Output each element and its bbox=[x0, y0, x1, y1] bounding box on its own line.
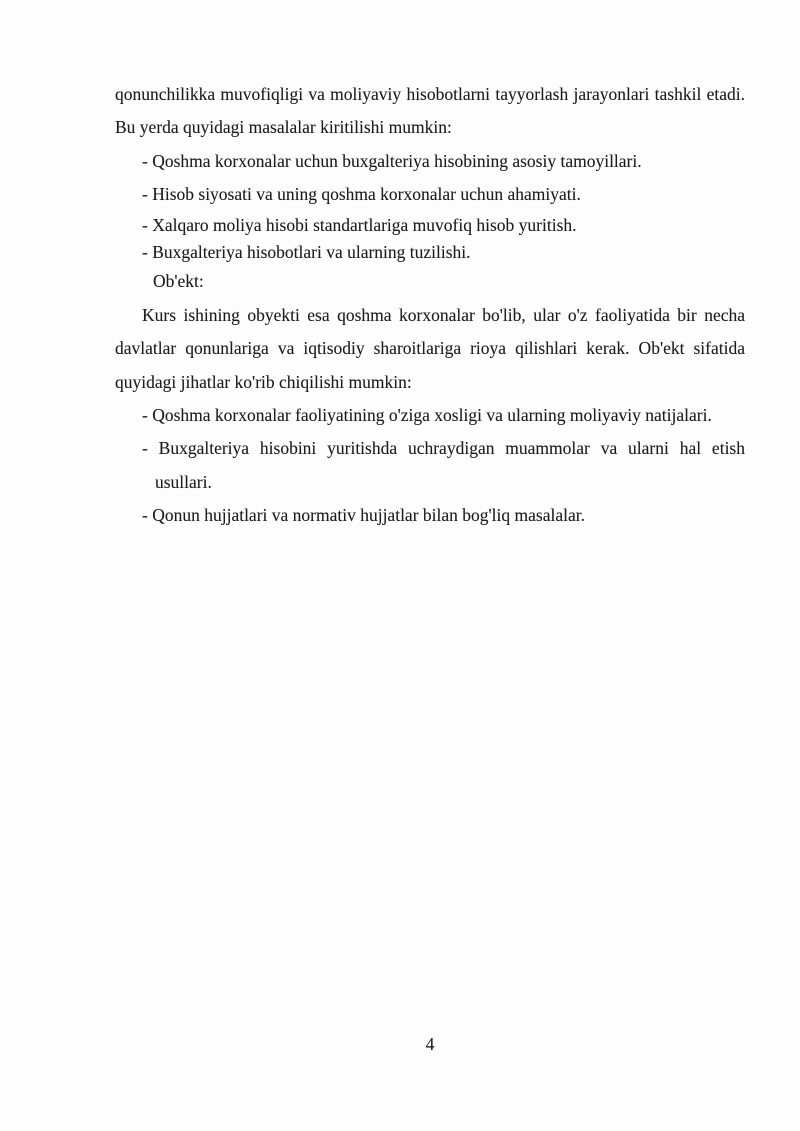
obekt-heading: Ob'ekt: bbox=[153, 271, 204, 292]
list-item: - Xalqaro moliya hisobi standartlariga muvofiq hisob yuritish. bbox=[142, 214, 577, 235]
obekt-paragraph: Kurs ishining obyekti esa qoshma korxonalar bo'lib, ular o'z faoliyatida bir necha davlatlar qonunlariga va iqtisodiy sharoitlariga rioya qilishlari kerak. Ob'ekt sifatida quyidagi jihatlar ko'rib chiqilishi mumkin: bbox=[115, 304, 745, 392]
page-number: 4 bbox=[425, 1034, 435, 1054]
list-item: - Buxgalteriya hisobini yuritishda uchraydigan muammolar va ularni hal etish usullari. bbox=[142, 438, 745, 492]
jihatlar-list bbox=[115, 399, 745, 533]
list-item: - Qoshma korxonalar uchun buxgalteriya hisobining asosiy tamoyillari. bbox=[142, 150, 642, 171]
list-item: - Qonun hujjatlari va normativ hujjatlar bilan bog'liq masalalar. bbox=[142, 505, 585, 526]
list-item: - Buxgalteriya hisobotlari va ularning tuzilishi. bbox=[142, 242, 471, 263]
list-item: - Hisob siyosati va uning qoshma korxonalar uchun ahamiyati. bbox=[142, 184, 581, 205]
intro-paragraph: qonunchilikka muvofiqligi va moliyaviy hisobotlarni tayyorlash jarayonlari tashkil etadi. Bu yerda quyidagi masalalar kiritilishi mumkin: bbox=[115, 84, 745, 138]
page-content bbox=[115, 78, 745, 533]
masalalar-list bbox=[115, 145, 745, 270]
list-item: - Qoshma korxonalar faoliyatining o'ziga xosligi va ularning moliyaviy natijalari. bbox=[142, 405, 712, 426]
